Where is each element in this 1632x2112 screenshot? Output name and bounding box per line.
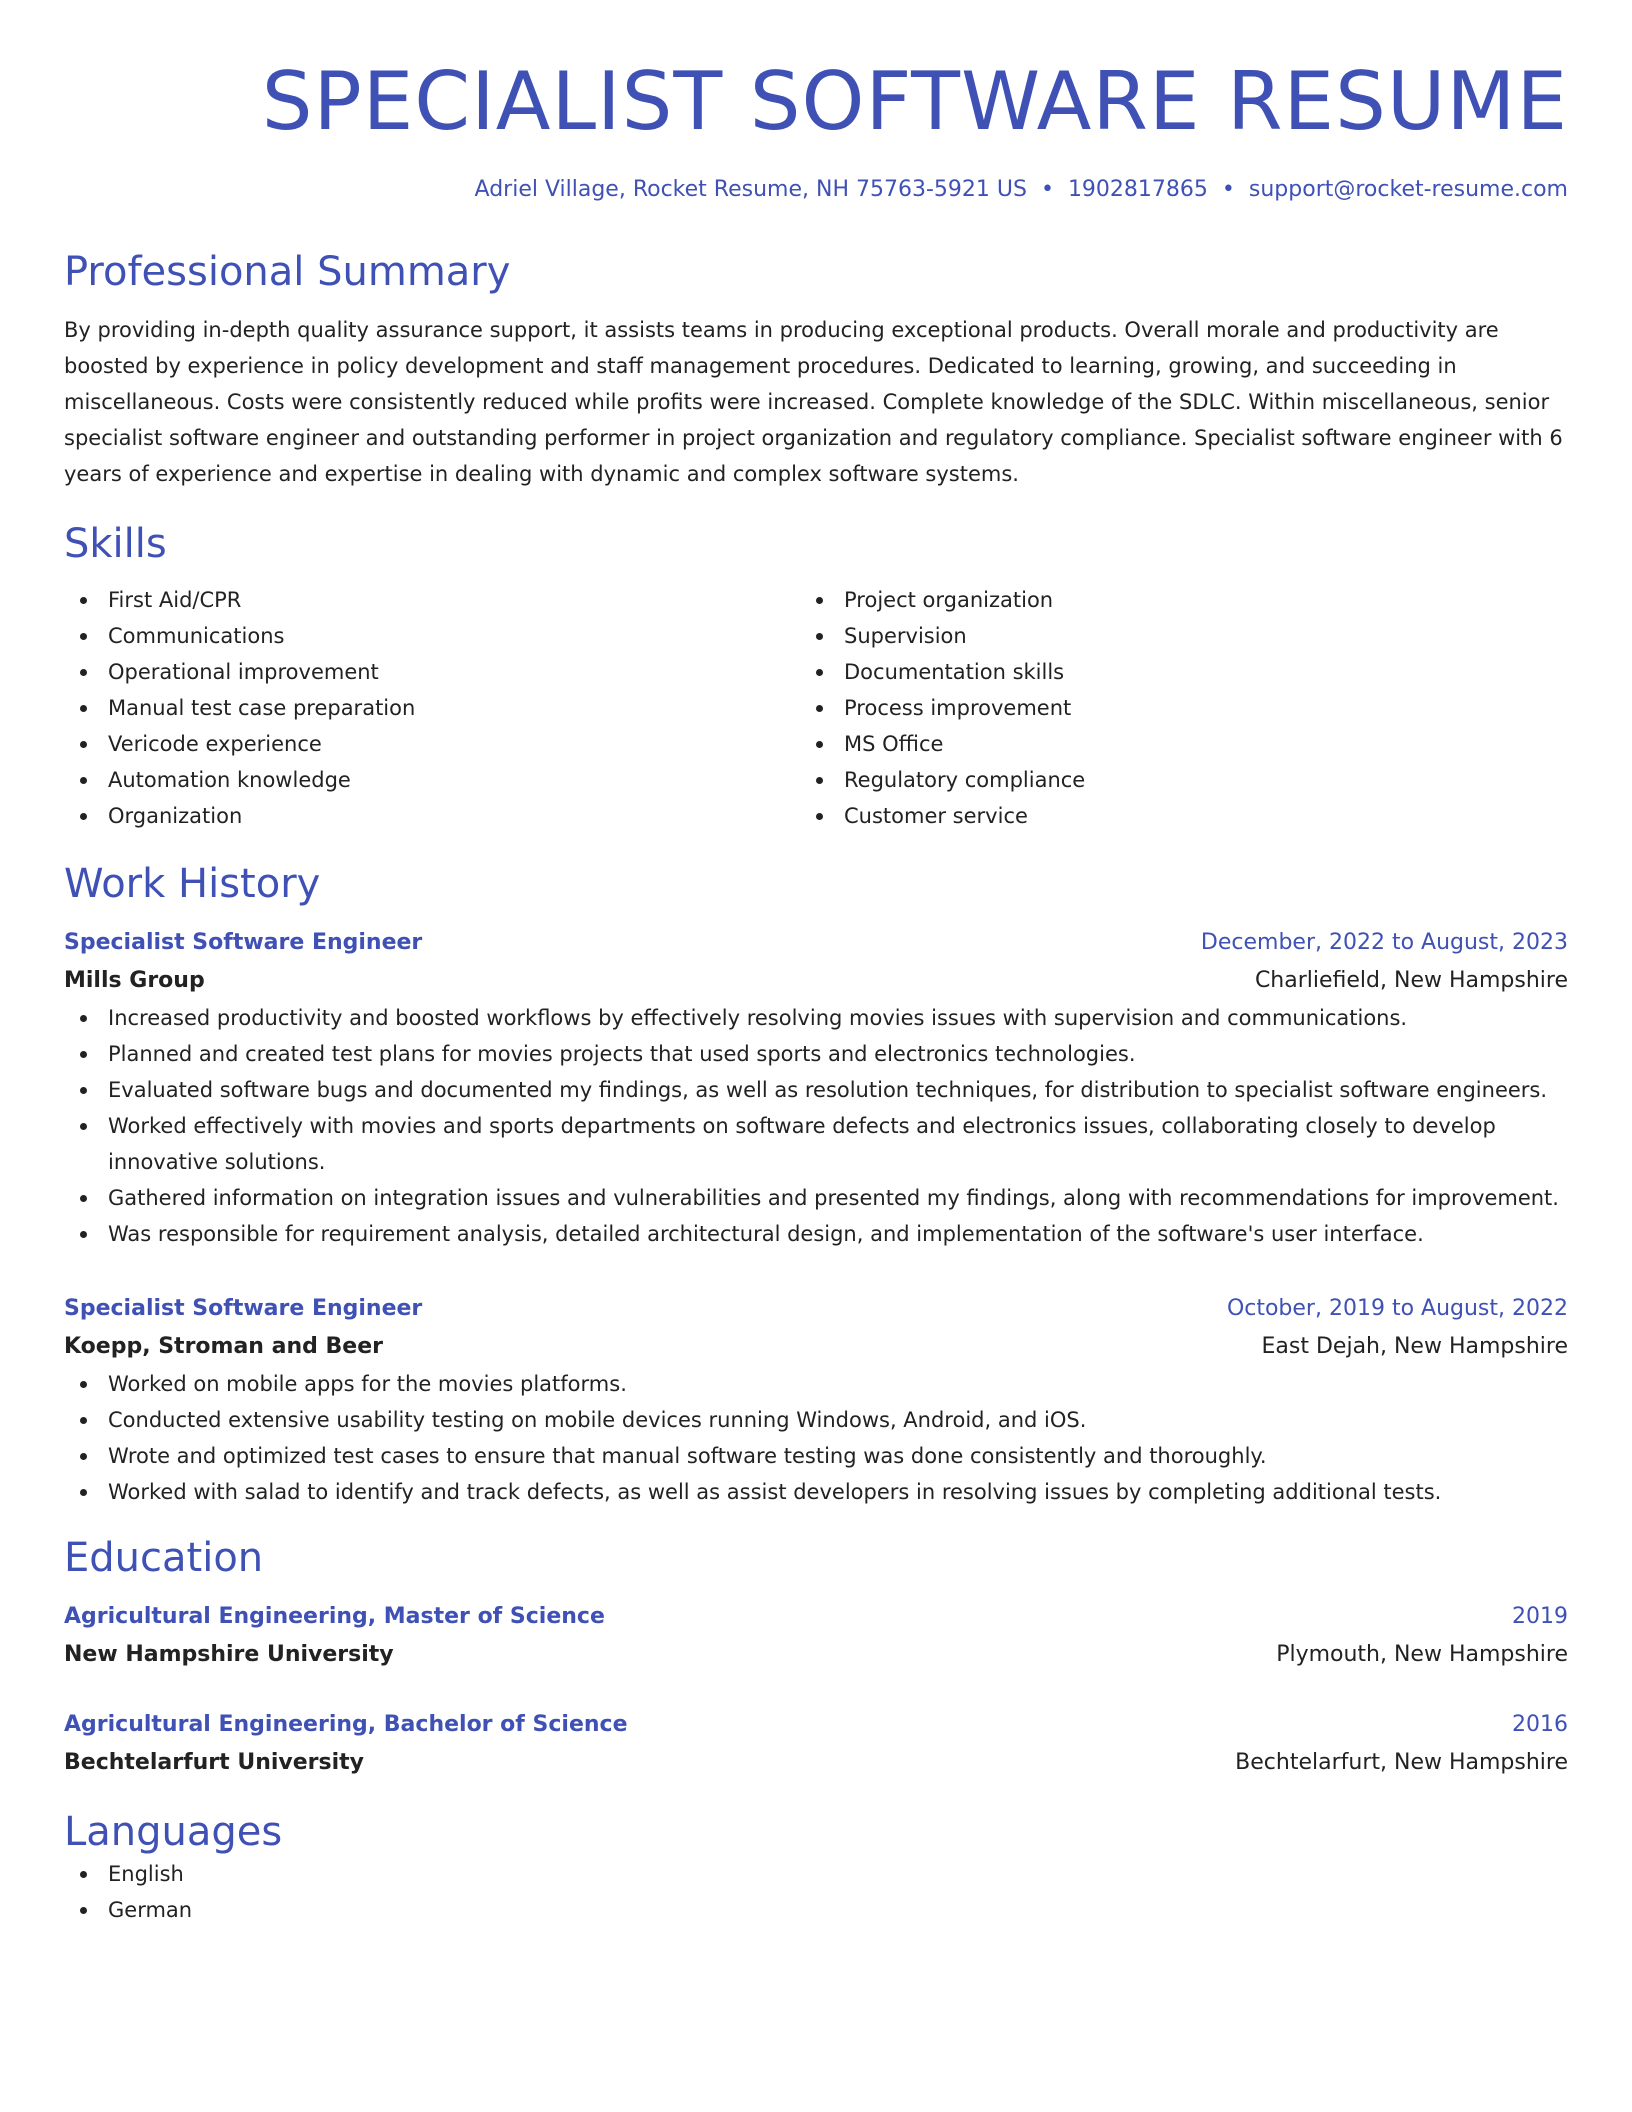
skills-list-left xyxy=(64,582,800,834)
languages-list xyxy=(64,1856,1568,1928)
skill-item: Documentation skills xyxy=(800,654,1536,690)
job-company-row xyxy=(64,1328,1568,1366)
job-title: Specialist Software Engineer xyxy=(64,1296,423,1321)
skill-item: Manual test case preparation xyxy=(64,690,800,726)
job-bullet: Worked on mobile apps for the movies platforms. xyxy=(64,1366,1568,1402)
summary-text: By providing in-depth quality assurance support, it assists teams in producing exceptional products. Overall morale and productivity are boosted by experience in policy development and staff management procedures. Dedicated to learning, growing, and succeeding in miscellaneous. Costs were consistently reduced while profits were increased. Complete knowledge of the SDLC. Within miscellaneous, senior specialist software engineer and outstanding performer in project organization and regulatory compliance. Specialist software engineer with 6 years of experience and expertise in dealing with dynamic and complex software systems. xyxy=(64,318,1563,486)
education-degree: Agricultural Engineering, Bachelor of Science xyxy=(64,1712,628,1737)
job-bullet: Conducted extensive usability testing on mobile devices running Windows, Android, and iOS. xyxy=(64,1402,1568,1438)
section-heading-languages: Languages xyxy=(64,1809,283,1855)
job-bullet: Evaluated software bugs and documented my findings, as well as resolution techniques, for distribution to specialist software engineers. xyxy=(64,1072,1568,1108)
section-heading-education: Education xyxy=(64,1535,264,1581)
job-bullets xyxy=(64,1366,1568,1510)
skill-item: First Aid/CPR xyxy=(64,582,800,618)
job-bullet: Increased productivity and boosted workflows by effectively resolving movies issues with supervision and communications. xyxy=(64,1000,1568,1036)
education-school: Bechtelarfurt University xyxy=(64,1750,364,1775)
skill-item: Supervision xyxy=(800,618,1536,654)
skill-item: Automation knowledge xyxy=(64,762,800,798)
skill-item: Vericode experience xyxy=(64,726,800,762)
education-year: 2019 xyxy=(1512,1604,1568,1629)
job-company: Koepp, Stroman and Beer xyxy=(64,1334,383,1359)
job-bullet: Wrote and optimized test cases to ensure that manual software testing was done consistently and thoroughly. xyxy=(64,1438,1568,1474)
professional-summary-section xyxy=(64,248,1568,492)
job-bullet: Gathered information on integration issues and vulnerabilities and presented my findings, along with recommendations for improvement. xyxy=(64,1180,1568,1216)
job-entry xyxy=(64,924,1568,1252)
job-bullet: Worked effectively with movies and sports departments on software defects and electronics issues, collaborating closely to develop innovative solutions. xyxy=(64,1108,1568,1180)
contact-address: Adriel Village, Rocket Resume, NH 75763-5921 US xyxy=(474,177,1027,202)
language-item: German xyxy=(64,1892,1568,1928)
education-entry xyxy=(64,1598,1568,1674)
skill-item: Operational improvement xyxy=(64,654,800,690)
job-header-row xyxy=(64,924,1568,962)
skills-section xyxy=(64,520,1568,834)
contact-separator: • xyxy=(1040,177,1054,202)
section-heading-work: Work History xyxy=(64,861,321,907)
contact-phone: 1902817865 xyxy=(1067,177,1208,202)
job-location: Charliefield, New Hampshire xyxy=(1254,968,1568,993)
job-company: Mills Group xyxy=(64,968,205,993)
skill-item: Process improvement xyxy=(800,690,1536,726)
job-company-row xyxy=(64,962,1568,1000)
education-year: 2016 xyxy=(1512,1712,1568,1737)
job-dates: October, 2019 to August, 2022 xyxy=(1226,1296,1568,1321)
education-degree: Agricultural Engineering, Master of Science xyxy=(64,1604,605,1629)
languages-section xyxy=(64,1808,1568,1928)
skills-grid xyxy=(64,582,1568,834)
education-header-row xyxy=(64,1706,1568,1744)
language-item: English xyxy=(64,1856,1568,1892)
resume-title: SPECIALIST SOFTWARE RESUME xyxy=(261,55,1568,148)
job-title: Specialist Software Engineer xyxy=(64,930,423,955)
education-header-row xyxy=(64,1598,1568,1636)
education-school: New Hampshire University xyxy=(64,1642,394,1667)
job-bullet: Was responsible for requirement analysis, detailed architectural design, and implementation of the software's user interface. xyxy=(64,1216,1568,1252)
skill-item: Customer service xyxy=(800,798,1536,834)
education-school-row xyxy=(64,1744,1568,1782)
education-section xyxy=(64,1534,1568,1782)
job-entry xyxy=(64,1290,1568,1510)
job-bullet: Worked with salad to identify and track defects, as well as assist developers in resolving issues by completing additional tests. xyxy=(64,1474,1568,1510)
job-location: East Dejah, New Hampshire xyxy=(1261,1334,1568,1359)
job-dates: December, 2022 to August, 2023 xyxy=(1200,930,1568,955)
contact-line xyxy=(64,176,1568,204)
skill-item: Project organization xyxy=(800,582,1536,618)
contact-email[interactable]: support@rocket-resume.com xyxy=(1248,177,1568,202)
job-bullet: Planned and created test plans for movies projects that used sports and electronics technologies. xyxy=(64,1036,1568,1072)
job-header-row xyxy=(64,1290,1568,1328)
contact-separator: • xyxy=(1221,177,1235,202)
education-entry xyxy=(64,1706,1568,1782)
education-location: Plymouth, New Hampshire xyxy=(1276,1642,1568,1667)
skill-item: Regulatory compliance xyxy=(800,762,1536,798)
skill-item: Communications xyxy=(64,618,800,654)
skill-item: MS Office xyxy=(800,726,1536,762)
education-school-row xyxy=(64,1636,1568,1674)
education-location: Bechtelarfurt, New Hampshire xyxy=(1235,1750,1568,1775)
section-heading-summary: Professional Summary xyxy=(64,249,511,295)
skills-list-right xyxy=(800,582,1536,834)
work-history-section xyxy=(64,860,1568,1510)
job-bullets xyxy=(64,1000,1568,1252)
skill-item: Organization xyxy=(64,798,800,834)
section-heading-skills: Skills xyxy=(64,521,167,567)
